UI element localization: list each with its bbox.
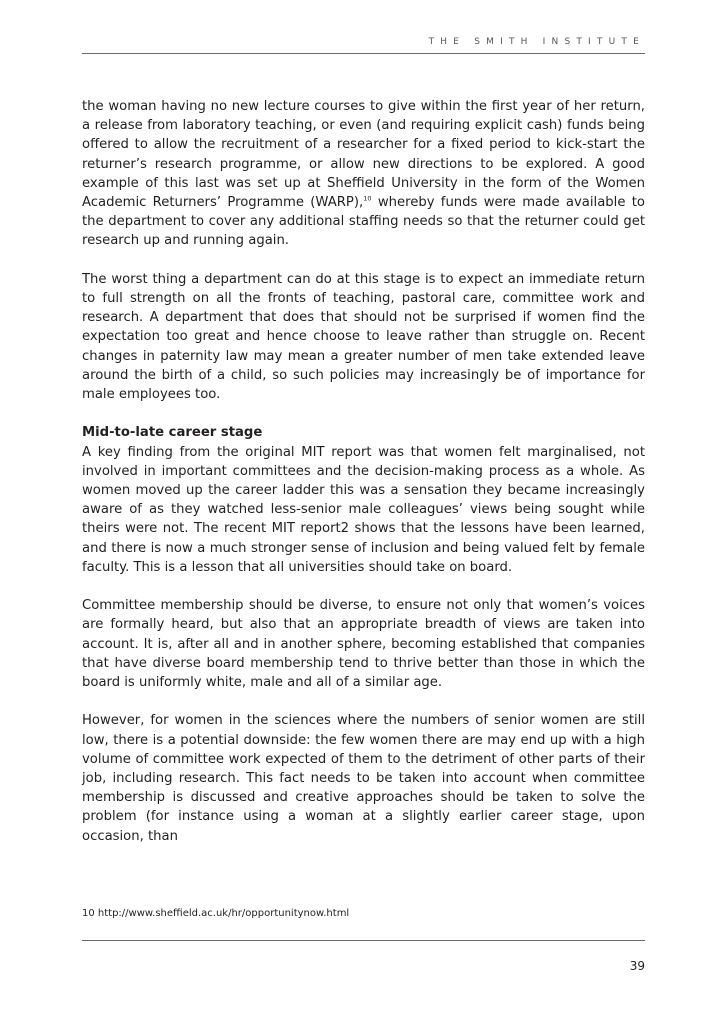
paragraph-2: The worst thing a department can do at this stage is to expect an immediate return to full strength on all the fronts of teaching, pastoral care, committee work and research. A department that does that should not be surprised if women find the expectation too great and hence choose to leave rather than struggle on. Recent changes in paternity law may mean a greater number of men take extended leave around the birth of a child, so such policies may increasingly be of importance for male employees too.: [82, 271, 645, 403]
paragraph-3: A key finding from the original MIT report was that women felt marginalised, not involved in important committees and the decision-making process as a whole. As women moved up the career ladder this was a sensation they became increasingly aware of as they watched less-senior male colleagues’ views being sought while theirs were not. The recent MIT report2 shows that the lessons have been learned, and there is now a much stronger sense of inclusion and being valued felt by female faculty. This is a lesson that all universities should take on board.: [82, 444, 645, 575]
paragraph-1-text-a: the woman having no new lecture courses to give within the first year of her return, a release from laboratory teaching, or even (and requiring explicit cash) funds being offered to allow the recruitment of a researcher for a fixed period to kick-start the returner’s research programme, or allow new directions to be explored. A good example of this last was set up at Sheffield University in the form of the Women Academic Returners’ Programme (WARP),: [82, 99, 645, 211]
section-block: [82, 423, 645, 577]
paragraph-4: Committee membership should be diverse, to ensure not only that women’s voices are formally heard, but also that an appropriate breadth of views are taken into account. It is, after all and in another sphere, becoming established that companies that have diverse board membership tend to thrive better than those in which the board is uniformly white, male and all of a similar age.: [82, 598, 645, 691]
header-rule: [82, 53, 645, 54]
running-header: THE SMITH INSTITUTE: [428, 37, 645, 47]
page-number: 39: [629, 959, 645, 973]
footnote-ref: 10: [363, 194, 372, 203]
body-text: [82, 97, 645, 865]
section-heading: Mid-to-late career stage: [82, 425, 263, 441]
paragraph-1: [82, 97, 645, 251]
paragraph-1-text-b: whereby funds were made available to the department to cover any additional staffing needs so that the returner could get research up and running again.: [82, 195, 645, 249]
paragraph-5: However, for women in the sciences where the numbers of senior women are still low, there is a potential downside: the few women there are may end up with a high volume of committee work expected of them to the detriment of other parts of their job, including research. This fact needs to be taken into account when committee membership is discussed and creative approaches should be taken to solve the problem (for instance using a woman at a slightly earlier career stage, upon occasion, than: [82, 713, 645, 844]
footnote: 10 http://www.sheffield.ac.uk/hr/opportunitynow.html: [82, 908, 350, 919]
footer-rule: [82, 940, 645, 941]
